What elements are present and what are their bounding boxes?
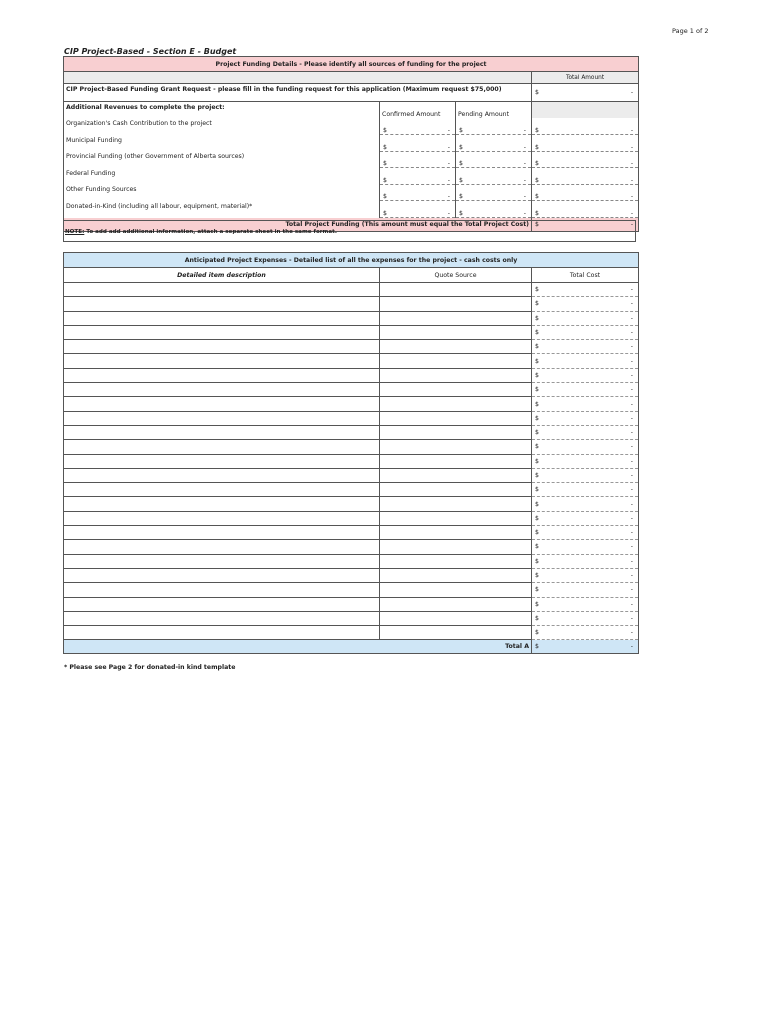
total-cost-cell[interactable]: $ -	[532, 583, 639, 597]
funding-row	[64, 135, 639, 152]
quote-source-cell[interactable]	[380, 540, 532, 554]
expense-row	[64, 554, 639, 568]
total-cost-cell[interactable]: $ -	[532, 540, 639, 554]
expense-row	[64, 325, 639, 339]
total-cost-cell[interactable]: $ -	[532, 411, 639, 425]
pending-amount-header: Pending Amount	[456, 101, 532, 118]
confirmed-amount-cell[interactable]: $ -	[380, 184, 456, 201]
expense-row	[64, 497, 639, 511]
pending-amount-cell[interactable]: $ -	[456, 168, 532, 185]
item-description-cell[interactable]	[64, 497, 380, 511]
pending-amount-cell[interactable]: $ -	[456, 118, 532, 135]
pending-amount-cell[interactable]: $ -	[456, 201, 532, 218]
expense-row	[64, 311, 639, 325]
pending-amount-cell[interactable]: $ -	[456, 135, 532, 152]
item-description-cell[interactable]	[64, 526, 380, 540]
total-cost-cell[interactable]: $ -	[532, 283, 639, 297]
total-amount-cell[interactable]: $ -	[532, 184, 639, 201]
funding-source-label: Other Funding Sources	[66, 186, 137, 193]
total-cost-cell[interactable]: $ -	[532, 340, 639, 354]
funding-table	[63, 56, 639, 232]
quote-source-cell[interactable]	[380, 425, 532, 439]
quote-source-cell[interactable]	[380, 583, 532, 597]
pending-amount-cell[interactable]: $ -	[456, 184, 532, 201]
note-box	[63, 220, 636, 242]
item-description-cell[interactable]	[64, 383, 380, 397]
total-cost-cell[interactable]: $ -	[532, 611, 639, 625]
col-total-header: Total Cost	[532, 268, 639, 283]
item-description-cell[interactable]	[64, 483, 380, 497]
expense-row	[64, 454, 639, 468]
item-description-cell[interactable]	[64, 511, 380, 525]
expense-row	[64, 368, 639, 382]
total-funding-label: Total Project Funding (This amount must equal the Total Project Cost)	[285, 220, 529, 228]
total-amount-cell[interactable]: $ -	[532, 135, 639, 152]
grant-request-label: CIP Project-Based Funding Grant Request - please fill in the funding request for this application (Maximum request $75,000)	[64, 84, 532, 102]
total-cost-cell[interactable]: $ -	[532, 468, 639, 482]
item-description-cell[interactable]	[64, 397, 380, 411]
quote-source-cell[interactable]	[380, 297, 532, 311]
item-description-cell[interactable]	[64, 311, 380, 325]
quote-source-cell[interactable]	[380, 626, 532, 640]
total-amount-cell[interactable]: $ -	[532, 118, 639, 135]
expense-row	[64, 468, 639, 482]
pending-amount-cell[interactable]: $ -	[456, 151, 532, 168]
expense-row	[64, 297, 639, 311]
expense-row	[64, 568, 639, 582]
total-cost-cell[interactable]: $ -	[532, 526, 639, 540]
funding-source-label: Municipal Funding	[66, 136, 122, 144]
quote-source-cell[interactable]	[380, 440, 532, 454]
expense-row	[64, 354, 639, 368]
quote-source-cell[interactable]	[380, 325, 532, 339]
total-cost-cell[interactable]: $ -	[532, 354, 639, 368]
confirmed-amount-cell[interactable]: $ -	[380, 201, 456, 218]
item-description-cell[interactable]	[64, 583, 380, 597]
total-cost-cell[interactable]: $ -	[532, 511, 639, 525]
note-text: To add add additional information, attach a separate sheet in the same format.	[84, 229, 337, 235]
expense-row	[64, 425, 639, 439]
expense-row	[64, 597, 639, 611]
quote-source-cell[interactable]	[380, 383, 532, 397]
quote-source-cell[interactable]	[380, 454, 532, 468]
total-cost-cell[interactable]: $ -	[532, 297, 639, 311]
expense-row	[64, 511, 639, 525]
item-description-cell[interactable]	[64, 325, 380, 339]
expense-row	[64, 626, 639, 640]
item-description-cell[interactable]	[64, 354, 380, 368]
expenses-total-label: Total A	[505, 643, 529, 651]
item-description-cell[interactable]	[64, 468, 380, 482]
expense-row	[64, 526, 639, 540]
col-quote-header: Quote Source	[380, 268, 532, 283]
total-cost-cell[interactable]: $ -	[532, 325, 639, 339]
quote-source-cell[interactable]	[380, 497, 532, 511]
funding-row	[64, 201, 639, 218]
expense-row	[64, 383, 639, 397]
total-amount-cell[interactable]: $ -	[532, 201, 639, 218]
expense-row	[64, 283, 639, 297]
expense-row	[64, 540, 639, 554]
quote-source-cell[interactable]	[380, 283, 532, 297]
footnote: * Please see Page 2 for donated-in kind template	[64, 664, 236, 671]
total-cost-cell[interactable]: $ -	[532, 383, 639, 397]
total-cost-cell[interactable]: $ -	[532, 425, 639, 439]
expense-row	[64, 611, 639, 625]
total-cost-cell[interactable]: $ -	[532, 568, 639, 582]
funding-row	[64, 118, 639, 135]
expense-row	[64, 440, 639, 454]
item-description-cell[interactable]	[64, 611, 380, 625]
expenses-header: Anticipated Project Expenses - Detailed list of all the expenses for the project - cash costs only	[64, 253, 639, 268]
quote-source-cell[interactable]	[380, 354, 532, 368]
funding-row	[64, 184, 639, 201]
quote-source-cell[interactable]	[380, 568, 532, 582]
item-description-cell[interactable]	[64, 340, 380, 354]
item-description-cell[interactable]	[64, 283, 380, 297]
funding-row	[64, 151, 639, 168]
total-amount-cell[interactable]: $ -	[532, 151, 639, 168]
item-description-cell[interactable]	[64, 554, 380, 568]
confirmed-amount-cell[interactable]: $ -	[380, 135, 456, 152]
total-funding-cell: $ -	[532, 217, 639, 231]
confirmed-amount-header: Confirmed Amount	[380, 101, 456, 118]
item-description-cell[interactable]	[64, 454, 380, 468]
quote-source-cell[interactable]	[380, 511, 532, 525]
total-cost-cell[interactable]: $ -	[532, 483, 639, 497]
item-description-cell[interactable]	[64, 626, 380, 640]
expense-row	[64, 397, 639, 411]
quote-source-cell[interactable]	[380, 368, 532, 382]
expense-rows	[64, 283, 639, 640]
confirmed-amount-cell[interactable]: $ -	[380, 118, 456, 135]
quote-source-cell[interactable]	[380, 468, 532, 482]
confirmed-amount-cell[interactable]: $ -	[380, 151, 456, 168]
quote-source-cell[interactable]	[380, 411, 532, 425]
total-cost-cell[interactable]: $ -	[532, 397, 639, 411]
funding-source-label: Federal Funding	[66, 169, 116, 177]
item-description-cell[interactable]	[64, 297, 380, 311]
funding-header: Project Funding Details - Please identify all sources of funding for the project	[64, 57, 639, 72]
expense-row	[64, 340, 639, 354]
confirmed-amount-cell[interactable]: $ -	[380, 168, 456, 185]
item-description-cell[interactable]	[64, 411, 380, 425]
item-description-cell[interactable]	[64, 540, 380, 554]
item-description-cell[interactable]	[64, 368, 380, 382]
quote-source-cell[interactable]	[380, 483, 532, 497]
funding-rows	[64, 118, 639, 217]
total-cost-cell[interactable]: $ -	[532, 311, 639, 325]
quote-source-cell[interactable]	[380, 611, 532, 625]
total-amount-cell[interactable]: $ -	[532, 168, 639, 185]
page-number: Page 1 of 2	[672, 27, 709, 35]
total-cost-cell[interactable]: $ -	[532, 440, 639, 454]
item-description-cell[interactable]	[64, 597, 380, 611]
grant-request-total-cell[interactable]: $ -	[532, 84, 639, 102]
total-cost-cell[interactable]: $ -	[532, 497, 639, 511]
quote-source-cell[interactable]	[380, 597, 532, 611]
item-description-cell[interactable]	[64, 440, 380, 454]
additional-revenues-label: Additional Revenues to complete the project:	[66, 103, 225, 111]
funding-source-label: Organization's Cash Contribution to the project	[66, 120, 212, 127]
quote-source-cell[interactable]	[380, 397, 532, 411]
quote-source-cell[interactable]	[380, 311, 532, 325]
funding-source-label: Provincial Funding (other Government of Alberta sources)	[66, 153, 245, 160]
expenses-table	[63, 252, 639, 654]
total-cost-cell[interactable]: $ -	[532, 454, 639, 468]
col-description-header: Detailed item description	[64, 268, 380, 283]
total-cost-cell[interactable]: $ -	[532, 597, 639, 611]
expense-row	[64, 411, 639, 425]
total-cost-cell[interactable]: $ -	[532, 554, 639, 568]
quote-source-cell[interactable]	[380, 554, 532, 568]
total-amount-header: Total Amount	[532, 72, 639, 84]
page-title: CIP Project-Based - Section E - Budget	[64, 47, 237, 56]
expenses-total-cell: $ -	[532, 640, 639, 654]
total-cost-cell[interactable]: $ -	[532, 368, 639, 382]
expense-row	[64, 583, 639, 597]
item-description-cell[interactable]	[64, 425, 380, 439]
quote-source-cell[interactable]	[380, 526, 532, 540]
funding-source-label: Donated-in-Kind (including all labour, equipment, material)*	[66, 202, 253, 210]
note-prefix: NOTE:	[65, 229, 85, 235]
item-description-cell[interactable]	[64, 568, 380, 582]
total-cost-cell[interactable]: $ -	[532, 626, 639, 640]
funding-row	[64, 168, 639, 185]
expense-row	[64, 483, 639, 497]
quote-source-cell[interactable]	[380, 340, 532, 354]
